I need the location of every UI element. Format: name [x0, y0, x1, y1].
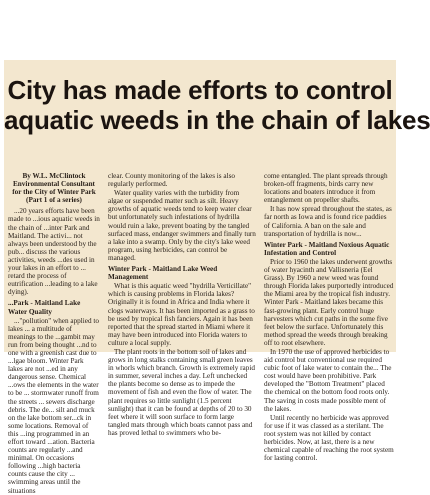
paragraph: What is this aquatic weed "hydrilla Verticillate" which is causing problems in Florida lakes? Originally it is found in Africa and India where it clogs waterways. It has been imported as a grass to be used by tropical fish fanciers. Again it has been reported that the spread started in Miami where it may have been introduced into Florida waters to culture a local supply.	[108, 282, 255, 347]
paragraph: Water quality varies with the turbidity from algae or suspended matter such as silt. Heavy growths of aquatic weeds tend to keep water clear but unfortunately such infestations of hydrilla would ruin a lake, prevent boating by the tangled surfaced mass, endanger swimmers and finally turn a lake into a swamp. Only by the city's lake weed program, using herbicides, can control be managed.	[108, 189, 256, 262]
byline-title-1: Environmental Consultant	[13, 180, 95, 189]
headline-line-2: aquatic weeds in the chain of lakes	[4, 105, 430, 135]
paragraph: Prior to 1960 the lakes underwent growths of water hyacinth and Vallisneria (Eel Grass). By 1960 a new weed was found through Florida lakes purportedly introduced the Miami area by the tropical fish industry. Winter Park - Maitland lakes became this fast-growing plant. Early control huge harvesters which cut paths in the some five feet below the surface. Unfortunately this method spread the weeds through breaking off to root elsewhere.	[264, 257, 394, 347]
subheading: Winter Park - Maitland Lake Weed Management	[108, 265, 218, 282]
article-column-3	[264, 172, 394, 463]
paragraph: clear. County monitoring of the lakes is also regularly performed.	[108, 172, 235, 189]
byline-author: By W.L. McClintock	[22, 172, 86, 180]
subheading: Winter Park - Maitland Noxious Aquatic Infestation and Control	[264, 240, 390, 257]
paragraph: In 1970 the use of approved herbicides to aid control but conventional use required cubic foot of lake water to contain the... The cost would have been prohibitive. Park developed the "Bottom Treatment" placed the chemical on the bottom food roots only. The saving in costs made possible ment of the lakes.	[264, 347, 392, 413]
article-column-1	[8, 172, 100, 495]
article-body	[8, 172, 394, 495]
paragraph: ..."pollution" when applied to lakes ... a multitude of meanings to the ...gambit may run from being thought ...nd to one with a greenish cast due to ...lgae bloom. Winter Park lakes are not ...ed in any dangerous sense. Chemical ...ows the elements in the water to be ... stormwater runoff from the streets ... sewers discharge debris. The de... silt and muck on the lake bottom ser...ck in some locations. Removal of this ...ing programmed in an effort toward ...ation. Bacteria counts are regularly ...and minimal. On occasions following ...high bacteria counts cause the city ... swimming areas until the situations	[8, 316, 99, 495]
paragraph: Until recently no herbicide was approved for use if it was classed as a sterilant. The root system was not killed by contact herbicides. Now, at last, there is a new chemical capable of reaching the root system for lasting control.	[264, 413, 394, 463]
paragraph: come entangled. The plant spreads through broken-off fragments, birds carry new locations and boaters introduce it from entanglement on propeller shafts.	[264, 172, 388, 205]
article-column-2	[108, 172, 256, 437]
series-note: (Part 1 of a series)	[26, 196, 82, 205]
headline-line-1: City has made efforts to control	[7, 75, 393, 105]
paragraph: The plant roots in the bottom soil of lakes and grows in long stalks containing small green leaves in whorls which branch. Growth is extremely rapid in summer, several inches a day. Left unchecked the plants become so dense as to impede the movement of fish and even the flow of water. The plant requires so little sunlight (1.5 percent sunlight) that it can be found at depths of 20 to 30 feet where it will soon surface to form large tangled mats through which boats cannot pass and has proved lethal to swimmers who be-	[108, 347, 255, 437]
paragraph: It has now spread throughout the states, as far north as Iowa and is found rice paddies of California. A ban on the sale and transportation of hydrilla is now...	[264, 205, 392, 238]
subheading: ...Park - Maitland Lake Water Quality	[8, 299, 81, 316]
newspaper-clipping	[4, 60, 430, 495]
byline-title-2: for the City of Winter Park	[12, 188, 96, 197]
paragraph: ...20 years efforts have been made to ...ious aquatic weeds in the chain of ...inter Park and Maitland. The activi... not always been understood by the pub... discuss the various activities, weeds ...des used in your lakes in an effort to ... retard the process of eutrification ...leading to a lake dying).	[8, 207, 100, 297]
